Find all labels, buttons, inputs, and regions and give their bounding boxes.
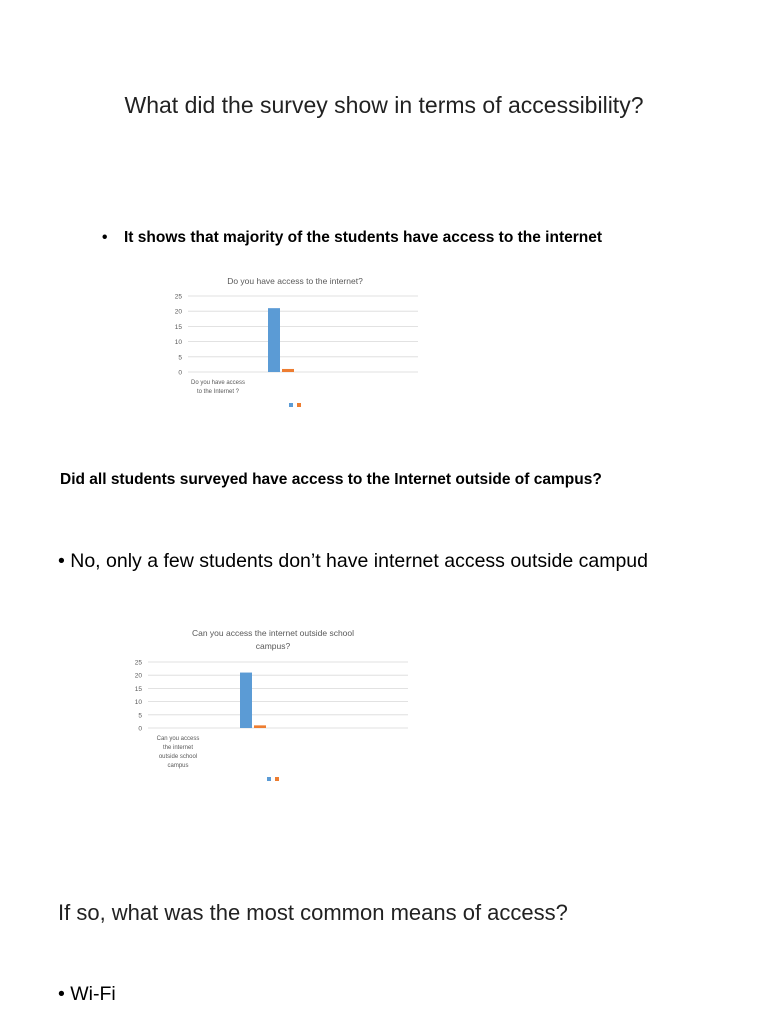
slide-title-accessibility: What did the survey show in terms of accessibility? — [124, 92, 644, 118]
y-tick-label: 5 — [178, 354, 182, 362]
y-tick-label: 0 — [178, 369, 182, 377]
category-label-line: campus — [167, 763, 189, 769]
answer-outside-campus: • No, only a few students don’t have internet access outside campud — [58, 550, 648, 572]
chart-title-line: campus? — [255, 641, 291, 651]
bar-series-2 — [282, 369, 294, 372]
chart-title-line: Do you have access to the internet? — [227, 276, 363, 286]
bar-series-1 — [268, 308, 280, 372]
question-common-means: If so, what was the most common means of access? — [58, 900, 568, 925]
category-label-line: outside school — [158, 754, 198, 760]
bar-series-1 — [240, 673, 252, 728]
category-label-line: Do you have access — [190, 380, 246, 386]
y-tick-label: 15 — [134, 685, 142, 693]
y-tick-label: 10 — [134, 699, 142, 707]
y-tick-label: 5 — [138, 712, 142, 720]
y-tick-label: 10 — [174, 339, 182, 347]
y-tick-label: 20 — [134, 672, 142, 680]
answer-wifi: • Wi-Fi — [58, 983, 116, 1005]
chart-internet-access — [150, 268, 440, 418]
chart-outside-campus — [118, 622, 428, 790]
bullet-marker: • — [102, 229, 108, 246]
legend-marker-series-2 — [297, 403, 301, 407]
bullet-internet-access — [102, 229, 602, 247]
bullet-text: It shows that majority of the students have access to the internet — [124, 229, 603, 246]
legend-marker-series-1 — [289, 403, 293, 407]
legend-marker-series-1 — [267, 777, 271, 781]
y-tick-label: 15 — [174, 323, 182, 331]
category-label-line: to the Internet ? — [196, 389, 240, 395]
category-label-line: Can you access — [156, 736, 200, 742]
y-tick-label: 0 — [138, 725, 142, 733]
y-tick-label: 25 — [174, 293, 182, 301]
y-tick-label: 20 — [174, 308, 182, 316]
bar-series-2 — [254, 725, 266, 728]
y-tick-label: 25 — [134, 659, 142, 667]
legend-marker-series-2 — [275, 777, 279, 781]
question-outside-campus: Did all students surveyed have access to the Internet outside of campus? — [60, 471, 602, 488]
chart-title-line: Can you access the internet outside school — [191, 628, 355, 638]
category-label-line: the internet — [162, 745, 194, 751]
